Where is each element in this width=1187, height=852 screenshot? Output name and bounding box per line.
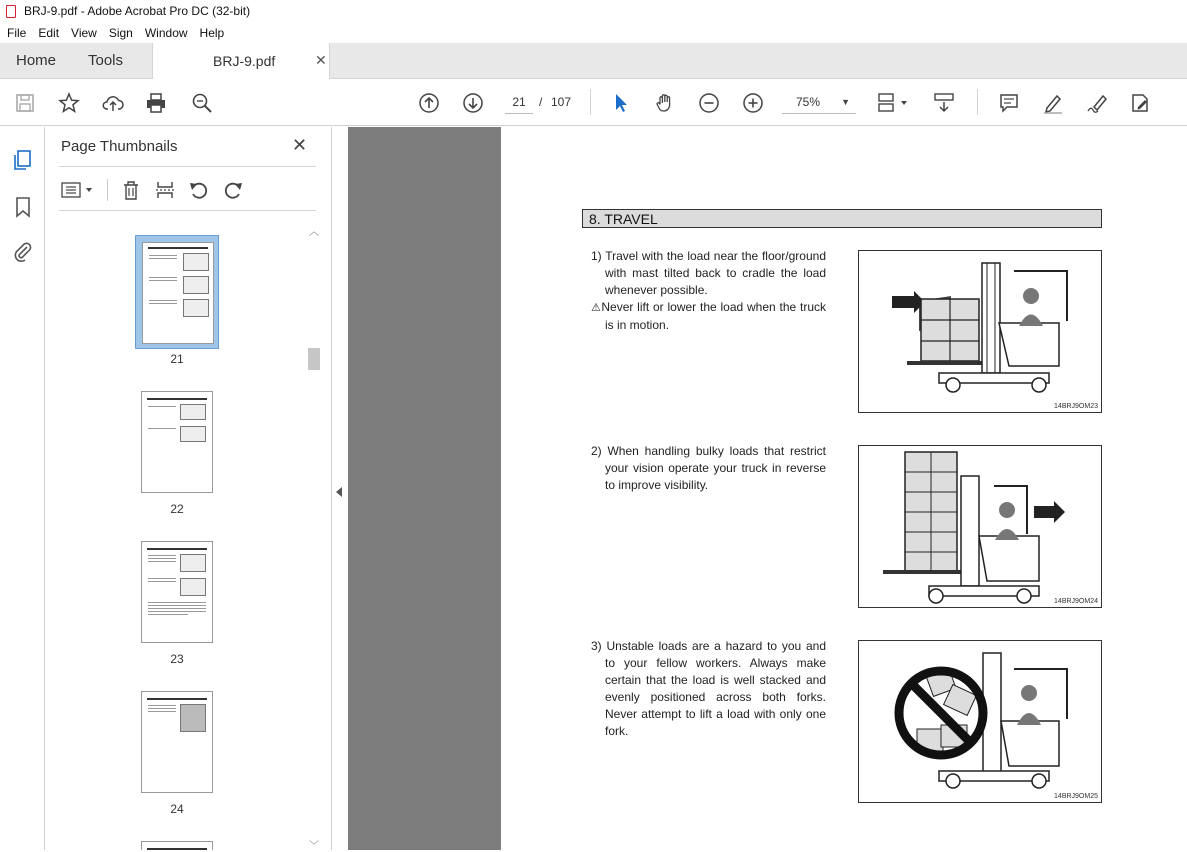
zoom-search-icon[interactable] — [190, 91, 214, 115]
warning-row — [591, 299, 826, 334]
toolbar-divider — [590, 89, 591, 115]
panel-divider — [59, 210, 316, 211]
acrobat-pdf-icon — [6, 5, 16, 18]
figure-caption: 14BRJ9OM24 — [1054, 598, 1098, 605]
next-page-icon[interactable] — [461, 91, 485, 115]
thumbnail-label-22: 22 — [170, 502, 184, 516]
document-viewer[interactable] — [348, 127, 1187, 850]
thumbnail-label-23: 23 — [170, 652, 184, 666]
title-bar — [0, 0, 1187, 22]
thumbnail-image — [141, 841, 213, 850]
tab-document-label: BRJ-9.pdf — [213, 53, 276, 69]
total-pages: 107 — [551, 95, 572, 109]
paragraph-1 — [591, 248, 826, 334]
panel-collapse-gutter[interactable] — [332, 127, 348, 850]
figure-bulky-load-reverse — [858, 445, 1102, 608]
collapse-arrow-icon[interactable] — [336, 487, 342, 497]
menu-bar — [0, 22, 1187, 43]
thumbnail-image — [141, 391, 213, 493]
sign-pen-icon[interactable] — [1085, 91, 1109, 115]
scroll-down-icon[interactable]: ﹀ — [309, 841, 319, 852]
panel-divider — [59, 166, 316, 167]
comment-icon[interactable] — [997, 91, 1021, 115]
thumbnail-scrollbar[interactable] — [307, 223, 319, 850]
section-title: 8. TRAVEL — [589, 211, 658, 227]
thumbnail-options-icon[interactable] — [61, 179, 95, 201]
thumbnail-page-21[interactable] — [135, 235, 219, 347]
rotate-clockwise-icon[interactable] — [222, 179, 244, 201]
forklift-bulky-load-illustration — [859, 446, 1103, 609]
thumbnail-image — [141, 691, 213, 793]
tab-home[interactable]: Home — [16, 52, 57, 69]
page-thumbnails-panel — [45, 127, 332, 850]
print-icon[interactable] — [144, 91, 168, 115]
page-display-icon[interactable] — [876, 91, 910, 115]
figure-caption: 14BRJ9OM25 — [1054, 793, 1098, 800]
hand-tool-icon[interactable] — [653, 91, 677, 115]
page-separator: / — [539, 95, 543, 109]
menu-sign[interactable]: Sign — [108, 25, 133, 40]
select-cursor-icon[interactable] — [609, 91, 633, 115]
thumbnail-page-22[interactable] — [135, 385, 219, 497]
warning-text: Never lift or lower the load when the truck is in motion. — [601, 300, 826, 332]
zoom-level-value: 75% — [796, 95, 821, 109]
forklift-unstable-load-illustration — [859, 641, 1103, 804]
zoom-out-icon[interactable] — [697, 91, 721, 115]
menu-window[interactable]: Window — [144, 25, 188, 40]
highlight-icon[interactable] — [1041, 91, 1065, 115]
menu-help[interactable]: Help — [199, 25, 225, 40]
zoom-level-select[interactable] — [782, 90, 856, 114]
thumbnail-image — [142, 242, 214, 344]
paragraph-2-text: 2) When handling bulky loads that restrict your vision operate your truck in reverse to improve visibility. — [591, 444, 826, 492]
close-tab-icon[interactable]: ✕ — [315, 52, 327, 68]
figure-caption: 14BRJ9OM23 — [1054, 403, 1098, 410]
scroll-up-icon[interactable]: ︿ — [309, 227, 319, 238]
tab-tools[interactable]: Tools — [88, 52, 124, 69]
forklift-load-illustration — [859, 251, 1103, 414]
tab-bar — [0, 43, 1187, 79]
figure-travel-load-low — [858, 250, 1102, 413]
panel-title: Page Thumbnails — [61, 138, 178, 155]
close-panel-icon[interactable]: ✕ — [292, 135, 308, 155]
pdf-page — [501, 127, 1187, 850]
paragraph-2 — [591, 443, 826, 494]
page-thumbnails-icon[interactable] — [11, 148, 35, 172]
thumbnail-label-24: 24 — [170, 802, 184, 816]
window-title: BRJ-9.pdf - Adobe Acrobat Pro DC (32-bit) — [24, 4, 251, 18]
paragraph-1-text: 1) Travel with the load near the floor/ground with mast tilted back to cradle the load whenever possible. — [591, 249, 826, 297]
save-icon[interactable] — [13, 91, 37, 115]
previous-page-icon[interactable] — [417, 91, 441, 115]
thumbnail-page-23[interactable] — [135, 535, 219, 647]
scrollbar-thumb[interactable] — [308, 348, 320, 370]
scroll-mode-icon[interactable] — [932, 91, 956, 115]
zoom-in-icon[interactable] — [741, 91, 765, 115]
warning-triangle-icon: ⚠ — [591, 302, 602, 314]
attachment-icon[interactable] — [11, 240, 35, 264]
toolbar-divider — [977, 89, 978, 115]
paragraph-3 — [591, 638, 826, 740]
left-rail — [0, 127, 45, 850]
chevron-down-icon: ▼ — [841, 97, 850, 107]
thumbnail-label-21: 21 — [170, 352, 184, 366]
paragraph-3-text: 3) Unstable loads are a hazard to you and to your fellow workers. Always make certain that the load is well stacked and evenly positioned across both forks. Never attempt to lift a load with only one fork. — [591, 639, 826, 738]
thumbnail-page-25[interactable] — [135, 835, 219, 850]
panel-tool-divider — [107, 179, 108, 201]
menu-view[interactable]: View — [71, 25, 97, 40]
figure-unstable-load — [858, 640, 1102, 803]
section-header — [582, 209, 1102, 228]
edit-pdf-icon[interactable] — [1128, 91, 1152, 115]
star-icon[interactable] — [57, 91, 81, 115]
tab-document[interactable] — [152, 43, 330, 80]
bookmark-icon[interactable] — [11, 195, 35, 219]
rotate-counterclockwise-icon[interactable] — [188, 179, 210, 201]
page-number-input[interactable]: 21 — [505, 90, 533, 114]
delete-pages-icon[interactable] — [120, 179, 142, 201]
menu-file[interactable]: File — [7, 25, 27, 40]
cloud-upload-icon[interactable] — [101, 91, 125, 115]
thumbnail-page-24[interactable] — [135, 685, 219, 797]
thumbnail-image — [141, 541, 213, 643]
menu-edit[interactable]: Edit — [38, 25, 60, 40]
thumbnail-selected — [135, 235, 219, 349]
insert-pages-icon[interactable] — [154, 179, 176, 201]
